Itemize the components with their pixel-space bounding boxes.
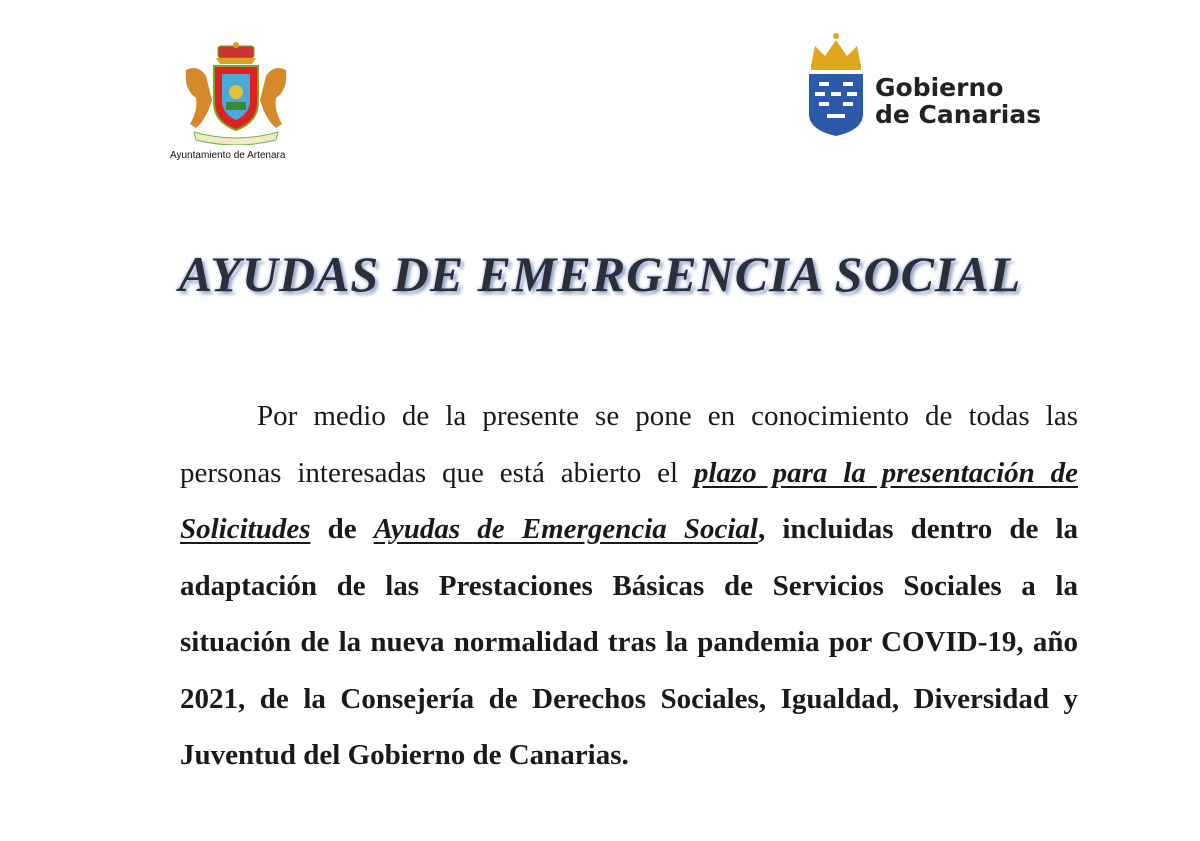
- intro-text: Por medio de la presente se pone en conocimiento de todas las personas interesadas que está abierto el: [180, 400, 1078, 489]
- artenara-caption: Ayuntamiento de Artenara: [170, 150, 286, 161]
- announcement-body: [180, 388, 1078, 784]
- org-line-1: Gobierno: [875, 73, 1004, 102]
- canarias-crest-icon: [805, 30, 867, 140]
- org-line-2: de Canarias: [875, 100, 1042, 129]
- deadline-emphasis: plazo para la presentación de Solicitudes: [180, 456, 1078, 545]
- page-title: AYUDAS DE EMERGENCIA SOCIAL: [178, 246, 1022, 302]
- coat-of-arms-icon: [176, 40, 296, 145]
- connector-text: de: [310, 513, 374, 545]
- artenara-logo: [170, 40, 310, 170]
- gobierno-canarias-name: [875, 74, 1041, 128]
- aid-name-emphasis: Ayudas de Emergencia Social: [373, 513, 758, 545]
- details-text: , incluidas dentro de la adaptación de las Prestaciones Básicas de Servicios Sociales a la situación de la nueva normalidad tras la pandemia por COVID-19, año 2021, de la Consejería de Derechos Sociales, Igualdad, Diversidad y Juventud del Gobierno de Canarias.: [180, 513, 1079, 771]
- gobierno-canarias-logo: [805, 30, 1065, 140]
- announcement-paragraph: [180, 388, 1078, 784]
